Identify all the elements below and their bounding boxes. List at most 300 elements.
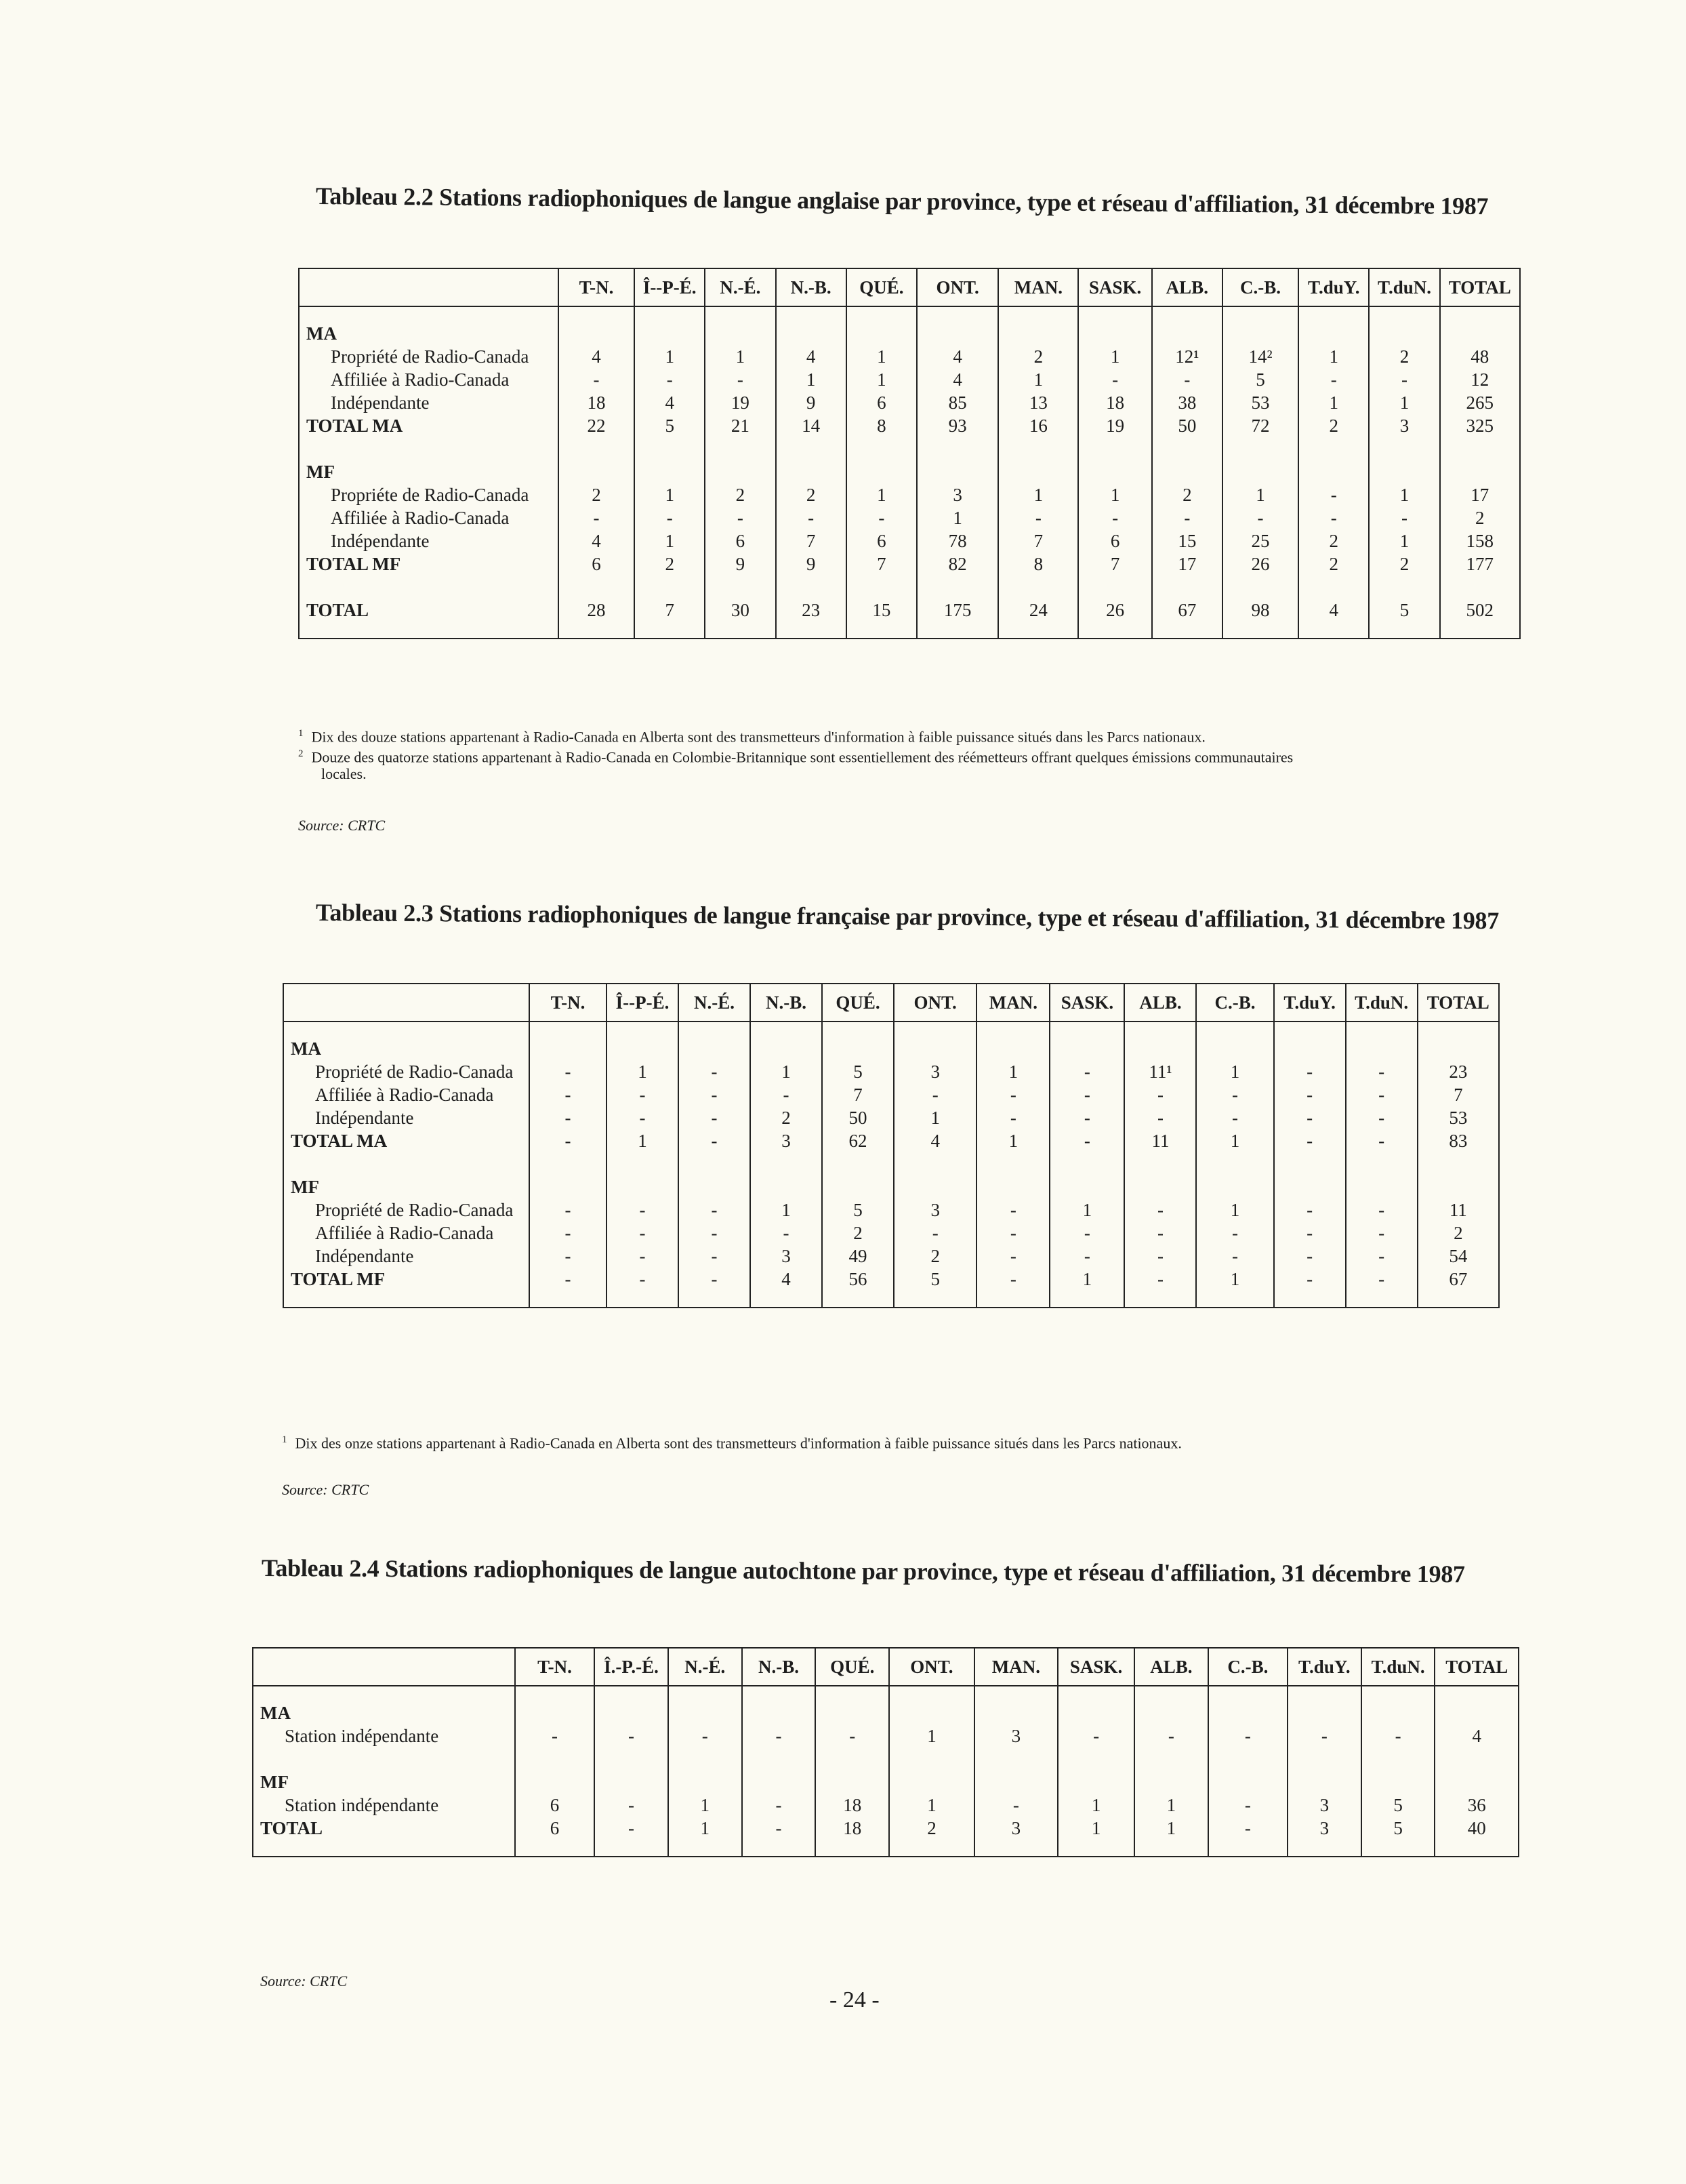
data-column	[822, 1022, 894, 1308]
table-cell: 177	[1466, 554, 1494, 574]
column-header: T-N.	[558, 268, 634, 306]
table-cell: 4	[953, 346, 962, 367]
table-cell	[1079, 322, 1151, 345]
table-cell: -	[1157, 1200, 1164, 1220]
table-cell: -	[711, 1131, 718, 1151]
table-cell	[1153, 322, 1222, 345]
table-cell: 1	[1110, 485, 1120, 505]
table-cell	[777, 322, 846, 345]
table-cell: 7	[1033, 531, 1044, 551]
row-label: Affiliée à Radio-Canada	[315, 1223, 494, 1243]
column-header: N.-É.	[705, 268, 775, 306]
row-header-blank	[283, 984, 529, 1022]
data-column	[1435, 1686, 1519, 1857]
table-cell: 1	[1329, 392, 1339, 413]
data-column	[917, 306, 998, 639]
table-cell: 17	[1471, 485, 1489, 505]
table-cell	[1275, 1175, 1345, 1198]
table-cell: -	[1010, 1246, 1016, 1266]
data-column	[668, 1686, 742, 1857]
footnote-marker: 1	[282, 1434, 287, 1445]
table-cell	[895, 1175, 976, 1198]
column-header: TOTAL	[1440, 268, 1520, 306]
table-cell	[1370, 460, 1439, 483]
footnote-marker: 1	[298, 728, 304, 739]
table-cell: 502	[1466, 600, 1494, 620]
table-cell: 1	[877, 346, 886, 367]
table-cell: 2	[781, 1108, 791, 1128]
row-label: MF	[260, 1772, 289, 1792]
column-header: TOTAL	[1418, 984, 1499, 1022]
table-cell: 19	[1106, 416, 1125, 436]
table-cell	[823, 1037, 893, 1060]
table-cell: 50	[848, 1108, 867, 1128]
row-label: Affiliée à Radio-Canada	[331, 508, 510, 528]
row-label: Indépendante	[331, 392, 430, 413]
table-cell: 1	[877, 485, 886, 505]
table-cell: 1	[1230, 1131, 1240, 1151]
table-cell: 1	[1082, 1200, 1092, 1220]
table-cell: -	[1378, 1200, 1385, 1220]
table-cell	[1197, 1037, 1273, 1060]
table-cell: 2	[1329, 531, 1339, 551]
table-cell	[669, 1771, 741, 1794]
table-cell	[669, 1701, 741, 1724]
table-cell: 12¹	[1175, 346, 1199, 367]
table-cell	[1209, 1771, 1287, 1794]
column-header: N.-B.	[776, 268, 846, 306]
data-column	[529, 1022, 606, 1308]
row-label: TOTAL MF	[306, 554, 401, 574]
table-cell	[607, 1175, 678, 1198]
table-cell: 18	[587, 392, 606, 413]
table-cell	[1058, 1771, 1134, 1794]
table-cell	[595, 1701, 667, 1724]
table-cell: -	[737, 369, 743, 390]
data-column	[1440, 306, 1520, 639]
table-cell: 4	[665, 392, 674, 413]
table-cell: -	[783, 1223, 789, 1243]
table-cell: 3	[781, 1246, 791, 1266]
row-label: MF	[291, 1177, 319, 1197]
table-cell: -	[1184, 508, 1191, 528]
data-column	[894, 1022, 976, 1308]
table-cell: 3	[930, 1061, 940, 1082]
table-cell: -	[639, 1223, 646, 1243]
table-cell: 13	[1029, 392, 1048, 413]
column-header: SASK.	[1078, 268, 1151, 306]
data-column	[976, 1022, 1050, 1308]
table-cell: 1	[1399, 531, 1410, 551]
column-header: ONT.	[889, 1648, 974, 1686]
table-cell: 5	[853, 1200, 863, 1220]
table-cell: 2	[927, 1818, 937, 1838]
table-cell: 7	[877, 554, 886, 574]
column-header: T.duY.	[1274, 984, 1346, 1022]
table-cell: 3	[1011, 1726, 1021, 1746]
table-cell: 53	[1251, 392, 1270, 413]
data-column	[1274, 1022, 1346, 1308]
table-cell: -	[1307, 1108, 1313, 1128]
table-cell: 83	[1449, 1131, 1468, 1151]
column-header: MAN.	[976, 984, 1050, 1022]
table-cell: 1	[877, 369, 886, 390]
table-cell: -	[711, 1246, 718, 1266]
table-cell: 5	[1399, 600, 1410, 620]
column-header: N.-É.	[668, 1648, 742, 1686]
table-cell: -	[775, 1795, 782, 1815]
row-label: MF	[306, 462, 335, 482]
footnote-text: Douze des quatorze stations appartenant à Radio-Canada en Colombie-Britannique sont essentiellement des réémetteurs offrant quelques émissions communautaires	[311, 748, 1294, 766]
table-cell: 4	[781, 1269, 791, 1289]
table-cell: -	[1035, 508, 1042, 528]
table-cell: 53	[1449, 1108, 1468, 1128]
table-cell: 2	[592, 485, 601, 505]
table-cell: 5	[853, 1061, 863, 1082]
table-cell: 24	[1029, 600, 1048, 620]
data-column	[1058, 1686, 1134, 1857]
table-cell	[530, 1037, 606, 1060]
table-cell	[1362, 1771, 1435, 1794]
row-header-blank	[299, 268, 558, 306]
table-cell: 1	[1008, 1131, 1019, 1151]
column-header: Î--P-É.	[606, 984, 678, 1022]
table-cell: 5	[1256, 369, 1265, 390]
row-label: Indépendante	[331, 531, 430, 551]
table-cell: 1	[1329, 346, 1339, 367]
table-cell: 4	[953, 369, 962, 390]
row-label: Propriéte de Radio-Canada	[331, 485, 529, 505]
table-cell: 54	[1449, 1246, 1468, 1266]
row-label: Propriété de Radio-Canada	[315, 1200, 514, 1220]
table-cell: -	[1157, 1223, 1164, 1243]
table-cell	[1125, 1175, 1195, 1198]
table-cell	[1288, 1701, 1361, 1724]
table-cell: 11¹	[1149, 1061, 1172, 1082]
table-cell: 1	[1230, 1061, 1240, 1082]
table-cell: 1	[930, 1108, 940, 1128]
table-cell: 12	[1471, 369, 1489, 390]
table-cell: -	[1307, 1246, 1313, 1266]
row-labels	[283, 1022, 529, 1308]
footnote-text: Dix des onze stations appartenant à Radio-Canada en Alberta sont des transmetteurs d'information à faible puissance situés dans les Parcs nationaux.	[295, 1434, 1182, 1452]
table-cell: 2	[1329, 554, 1339, 574]
table-cell: 9	[806, 392, 816, 413]
table-cell	[975, 1771, 1057, 1794]
table-cell: 1	[700, 1795, 710, 1815]
data-column	[634, 306, 705, 639]
table-cell	[999, 460, 1077, 483]
table-cell: 2	[1454, 1223, 1463, 1243]
table-cell: 1	[665, 531, 674, 551]
table-2-4-caption: Tableau 2.4 Stations radiophoniques de langue autochtone par province, type et réseau d'affiliation, 31 décembre 1987	[261, 1554, 1465, 1588]
table-cell	[1346, 1175, 1417, 1198]
table-cell: 56	[848, 1269, 867, 1289]
table-cell: 1	[1008, 1061, 1019, 1082]
row-label: TOTAL MA	[291, 1131, 388, 1151]
table-cell: 2	[735, 485, 745, 505]
table-cell: -	[1084, 1085, 1090, 1105]
row-label: Indépendante	[315, 1108, 414, 1128]
row-label: MA	[260, 1703, 291, 1723]
table-cell: 4	[592, 346, 601, 367]
table-cell: 8	[877, 416, 886, 436]
table-cell: 78	[948, 531, 967, 551]
data-column	[1418, 1022, 1499, 1308]
column-header: N.-B.	[742, 1648, 816, 1686]
table-cell: 1	[1166, 1795, 1176, 1815]
table-cell: -	[1378, 1269, 1385, 1289]
table-cell: 4	[930, 1131, 940, 1151]
table-cell: 1	[1166, 1818, 1176, 1838]
table-cell: -	[666, 369, 673, 390]
table-cell	[1275, 1037, 1345, 1060]
table-cell	[1362, 1701, 1435, 1724]
table-cell	[977, 1175, 1049, 1198]
table-cell: 3	[1011, 1818, 1021, 1838]
table-cell	[1050, 1037, 1124, 1060]
table-cell	[1299, 460, 1368, 483]
table-cell: -	[1401, 508, 1407, 528]
table-cell	[1135, 1771, 1208, 1794]
column-header: T.duN.	[1361, 1648, 1435, 1686]
table-cell: 11	[1449, 1200, 1467, 1220]
data-column	[558, 306, 634, 639]
table-cell: 5	[1393, 1795, 1403, 1815]
table-cell: 17	[1178, 554, 1197, 574]
row-labels	[299, 306, 558, 639]
table-cell: -	[1307, 1131, 1313, 1151]
table-cell: -	[1157, 1085, 1164, 1105]
table-cell	[918, 322, 998, 345]
table-cell: 1	[1033, 485, 1044, 505]
table-cell	[1050, 1175, 1124, 1198]
table-cell: 7	[806, 531, 816, 551]
table-cell: 36	[1467, 1795, 1486, 1815]
table-cell: -	[564, 1085, 571, 1105]
table-cell	[1288, 1771, 1361, 1794]
column-header: QUÉ.	[846, 268, 917, 306]
table-cell: 21	[731, 416, 749, 436]
table-cell: 23	[802, 600, 821, 620]
table-cell: -	[775, 1818, 782, 1838]
table-cell: 15	[872, 600, 891, 620]
table-cell: -	[639, 1200, 646, 1220]
table-cell: -	[1010, 1085, 1016, 1105]
table-cell: -	[711, 1200, 718, 1220]
row-label: Indépendante	[315, 1246, 414, 1266]
table-cell	[777, 460, 846, 483]
data-column	[1134, 1686, 1208, 1857]
table-cell: 49	[848, 1246, 867, 1266]
table-cell: -	[808, 508, 815, 528]
table-cell	[1079, 460, 1151, 483]
row-label: TOTAL	[306, 600, 369, 620]
table-cell: -	[1010, 1223, 1016, 1243]
table-cell	[847, 460, 916, 483]
data-column	[776, 306, 846, 639]
table-cell: 93	[948, 416, 967, 436]
column-header: T-N.	[515, 1648, 594, 1686]
table-cell: 1	[927, 1795, 937, 1815]
table-cell: 5	[1393, 1818, 1403, 1838]
table-cell: 4	[1329, 600, 1339, 620]
data-column	[606, 1022, 678, 1308]
column-header: ONT.	[894, 984, 976, 1022]
table-cell: 3	[781, 1131, 791, 1151]
table-cell	[743, 1771, 815, 1794]
table-cell: 4	[1472, 1726, 1481, 1746]
table-cell	[1135, 1701, 1208, 1724]
table-cell: -	[1093, 1726, 1100, 1746]
table-cell: -	[1378, 1085, 1385, 1105]
table-cell: 1	[1091, 1818, 1101, 1838]
table-cell	[816, 1771, 888, 1794]
table-cell	[847, 322, 916, 345]
table-cell: 1	[1256, 485, 1265, 505]
table-cell: -	[1084, 1061, 1090, 1082]
footnote	[282, 1430, 1182, 1453]
table-cell: 82	[948, 554, 967, 574]
row-label: Station indépendante	[285, 1726, 439, 1746]
table-cell: -	[639, 1246, 646, 1266]
table-cell: -	[1307, 1061, 1313, 1082]
table-cell: -	[1232, 1085, 1239, 1105]
table-cell: 6	[877, 531, 886, 551]
table-cell: -	[1307, 1269, 1313, 1289]
table-cell: -	[564, 1061, 571, 1082]
data-column	[1369, 306, 1439, 639]
row-label: MA	[306, 323, 337, 344]
table-cell: 158	[1466, 531, 1494, 551]
data-column	[1208, 1686, 1288, 1857]
table-cell: 2	[1399, 554, 1410, 574]
data-column	[1078, 306, 1151, 639]
table-cell	[1441, 322, 1519, 345]
table-2-3	[283, 983, 1500, 1308]
column-header: ALB.	[1134, 1648, 1208, 1686]
table-cell: 38	[1178, 392, 1197, 413]
table-cell: 1	[700, 1818, 710, 1838]
table-cell: -	[552, 1726, 558, 1746]
table-cell	[1435, 1771, 1518, 1794]
footnote	[298, 765, 367, 784]
table-cell: -	[1321, 1726, 1328, 1746]
table-cell: -	[1157, 1246, 1164, 1266]
table-cell	[595, 1771, 667, 1794]
table-cell: -	[701, 1726, 708, 1746]
table-cell: -	[564, 1200, 571, 1220]
table-cell: -	[628, 1818, 634, 1838]
data-column	[998, 306, 1078, 639]
table-cell: -	[564, 1108, 571, 1128]
table-cell: 1	[1399, 485, 1410, 505]
table-2-2-caption: Tableau 2.2 Stations radiophoniques de langue anglaise par province, type et réseau d'affiliation, 31 décembre 1987	[315, 182, 1489, 220]
table-cell: -	[564, 1131, 571, 1151]
table-cell: 14	[802, 416, 821, 436]
table-cell	[895, 1037, 976, 1060]
table-cell: -	[849, 1726, 856, 1746]
table-cell: -	[593, 369, 600, 390]
table-cell: -	[775, 1726, 782, 1746]
column-header: ALB.	[1152, 268, 1222, 306]
column-header: C.-B.	[1196, 984, 1273, 1022]
table-cell: 18	[1106, 392, 1125, 413]
table-cell: 18	[843, 1795, 862, 1815]
table-cell: 72	[1251, 416, 1270, 436]
data-column	[705, 306, 775, 639]
row-header-blank	[253, 1648, 515, 1686]
footnote	[298, 744, 1293, 767]
data-column	[889, 1686, 974, 1857]
table-cell: 1	[781, 1200, 791, 1220]
table-cell	[751, 1037, 821, 1060]
table-cell: -	[1112, 369, 1119, 390]
table-cell: 2	[1033, 346, 1044, 367]
table-cell: 1	[1082, 1269, 1092, 1289]
table-cell: -	[639, 1108, 646, 1128]
table-cell: -	[1010, 1108, 1016, 1128]
table-cell: 62	[848, 1131, 867, 1151]
table-cell	[823, 1175, 893, 1198]
table-2-4	[252, 1647, 1519, 1857]
column-header: MAN.	[998, 268, 1078, 306]
data-column	[1346, 1022, 1418, 1308]
column-header: T.duN.	[1369, 268, 1439, 306]
footnote-text: Dix des douze stations appartenant à Radio-Canada en Alberta sont des transmetteurs d'information à faible puissance situés dans les Parcs nationaux.	[311, 728, 1206, 746]
table-cell: 1	[665, 485, 674, 505]
table-cell: -	[1010, 1269, 1016, 1289]
table-cell: -	[1378, 1131, 1385, 1151]
table-cell: -	[1330, 369, 1337, 390]
table-cell	[1058, 1701, 1134, 1724]
table-cell: -	[1012, 1795, 1019, 1815]
table-cell: 175	[943, 600, 972, 620]
table-cell	[559, 460, 634, 483]
data-column	[678, 1022, 750, 1308]
table-cell: 3	[1319, 1795, 1330, 1815]
table-cell	[1435, 1701, 1518, 1724]
table-cell: -	[1168, 1726, 1174, 1746]
table-cell	[1209, 1701, 1287, 1724]
table-cell	[1153, 460, 1222, 483]
table-cell: -	[783, 1085, 789, 1105]
table-cell	[1418, 1037, 1498, 1060]
table-cell	[530, 1175, 606, 1198]
table-cell: 7	[853, 1085, 863, 1105]
table-cell: 1	[806, 369, 816, 390]
table-cell: 2	[1183, 485, 1192, 505]
table-cell: 6	[877, 392, 886, 413]
column-header: Î--P-É.	[634, 268, 705, 306]
row-label: TOTAL MF	[291, 1269, 386, 1289]
table-cell: 5	[930, 1269, 940, 1289]
data-column	[1050, 1022, 1124, 1308]
table-cell: 1	[638, 1131, 647, 1151]
table-cell	[679, 1037, 749, 1060]
table-cell	[751, 1175, 821, 1198]
table-cell	[705, 322, 775, 345]
table-cell: 4	[592, 531, 601, 551]
table-cell	[1370, 322, 1439, 345]
table-cell: -	[1307, 1200, 1313, 1220]
table-cell: 98	[1251, 600, 1270, 620]
data-column	[1361, 1686, 1435, 1857]
column-header: T.duY.	[1298, 268, 1369, 306]
table-cell: -	[711, 1269, 718, 1289]
table-cell: 48	[1471, 346, 1489, 367]
data-column	[750, 1022, 822, 1308]
